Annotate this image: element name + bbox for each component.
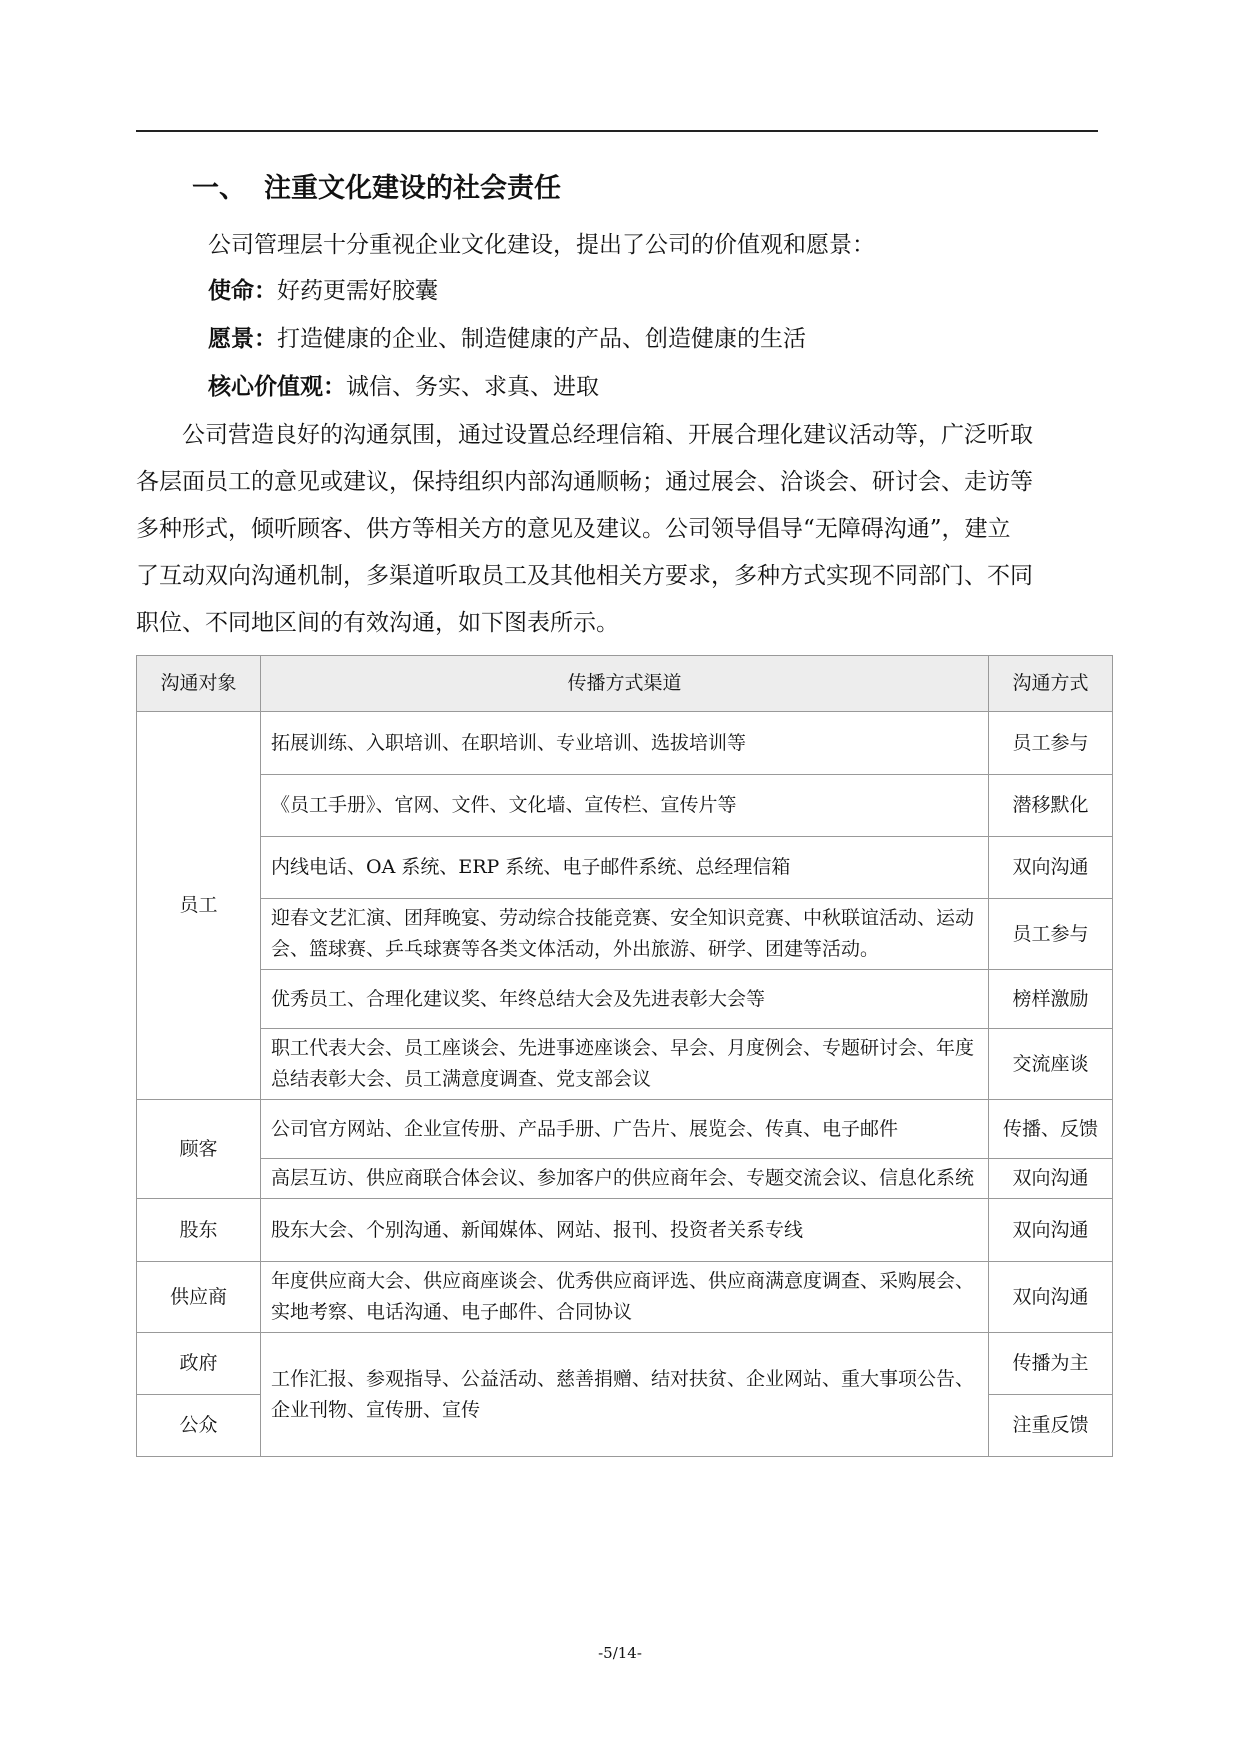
table-row (137, 775, 1113, 837)
table-row (137, 970, 1113, 1029)
header-target: 沟通对象 (137, 656, 261, 712)
section-heading (192, 166, 561, 205)
method-cell: 传播为主 (989, 1333, 1113, 1395)
paragraph-line: 各层面员工的意见或建议，保持组织内部沟通顺畅；通过展会、洽谈会、研讨会、走访等 (136, 469, 1033, 495)
channel-cell: 公司官方网站、企业宣传册、产品手册、广告片、展览会、传真、电子邮件 (261, 1100, 989, 1159)
communication-table (136, 655, 1113, 1457)
table-row (137, 1333, 1113, 1395)
table-row (137, 712, 1113, 775)
method-cell: 传播、反馈 (989, 1100, 1113, 1159)
table-row (137, 1159, 1113, 1199)
table-header-row (137, 656, 1113, 712)
method-cell: 双向沟通 (989, 837, 1113, 899)
header-method: 沟通方式 (989, 656, 1113, 712)
channel-cell: 年度供应商大会、供应商座谈会、优秀供应商评选、供应商满意度调查、采购展会、实地考察、电话沟通、电子邮件、合同协议 (261, 1262, 989, 1333)
target-cell: 公众 (137, 1395, 261, 1457)
method-cell: 注重反馈 (989, 1395, 1113, 1457)
paragraph-line: 职位、不同地区间的有效沟通，如下图表所示。 (136, 610, 619, 636)
mission-label: 使命： (208, 278, 277, 304)
table-row (137, 837, 1113, 899)
method-cell: 潜移默化 (989, 775, 1113, 837)
channel-cell: 股东大会、个别沟通、新闻媒体、网站、报刊、投资者关系专线 (261, 1199, 989, 1262)
paragraph-line: 了互动双向沟通机制，多渠道听取员工及其他相关方要求，多种方式实现不同部门、不同 (136, 563, 1033, 589)
communication-paragraph (136, 412, 1098, 647)
paragraph-line: 公司营造良好的沟通氛围，通过设置总经理信箱、开展合理化建议活动等，广泛听取 (182, 422, 1033, 448)
vision-line (208, 320, 806, 353)
vision-text: 打造健康的企业、制造健康的产品、创造健康的生活 (277, 326, 806, 352)
table-row (137, 1100, 1113, 1159)
mission-text: 好药更需好胶囊 (277, 278, 438, 304)
channel-cell: 迎春文艺汇演、团拜晚宴、劳动综合技能竞赛、安全知识竞赛、中秋联谊活动、运动会、篮球赛、乒乓球赛等各类文体活动，外出旅游、研学、团建等活动。 (261, 899, 989, 970)
table-row (137, 1029, 1113, 1100)
values-text: 诚信、务实、求真、进取 (346, 374, 599, 400)
paragraph-line: 多种形式，倾听顾客、供方等相关方的意见及建议。公司领导倡导“无障碍沟通”，建立 (136, 516, 1011, 542)
values-line (208, 368, 599, 401)
method-cell: 交流座谈 (989, 1029, 1113, 1100)
target-cell: 政府 (137, 1333, 261, 1395)
table-row (137, 899, 1113, 970)
mission-line (208, 272, 438, 305)
method-cell: 榜样激励 (989, 970, 1113, 1029)
target-cell: 股东 (137, 1199, 261, 1262)
method-cell: 双向沟通 (989, 1262, 1113, 1333)
intro-line: 公司管理层十分重视企业文化建设，提出了公司的价值观和愿景： (208, 232, 875, 258)
method-cell: 员工参与 (989, 899, 1113, 970)
channel-cell: 《员工手册》、官网、文件、文化墙、宣传栏、宣传片等 (261, 775, 989, 837)
target-cell: 顾客 (137, 1100, 261, 1199)
header-rule (136, 130, 1098, 132)
target-cell: 员工 (137, 712, 261, 1100)
channel-cell: 优秀员工、合理化建议奖、年终总结大会及先进表彰大会等 (261, 970, 989, 1029)
header-channel: 传播方式渠道 (261, 656, 989, 712)
channel-cell: 职工代表大会、员工座谈会、先进事迹座谈会、早会、月度例会、专题研讨会、年度总结表彰大会、员工满意度调查、党支部会议 (261, 1029, 989, 1100)
vision-label: 愿景： (208, 326, 277, 352)
method-cell: 员工参与 (989, 712, 1113, 775)
target-cell: 供应商 (137, 1262, 261, 1333)
channel-cell: 工作汇报、参观指导、公益活动、慈善捐赠、结对扶贫、企业网站、重大事项公告、企业刊物、宣传册、宣传 (261, 1333, 989, 1457)
method-cell: 双向沟通 (989, 1199, 1113, 1262)
section-number: 一、 (192, 173, 246, 204)
values-label: 核心价值观： (208, 374, 346, 400)
table-row (137, 1199, 1113, 1262)
table-row (137, 1262, 1113, 1333)
method-cell: 双向沟通 (989, 1159, 1113, 1199)
page-number: -5/14- (598, 1644, 642, 1662)
channel-cell: 内线电话、OA 系统、ERP 系统、电子邮件系统、总经理信箱 (261, 837, 989, 899)
section-title: 注重文化建设的社会责任 (264, 173, 561, 204)
channel-cell: 高层互访、供应商联合体会议、参加客户的供应商年会、专题交流会议、信息化系统 (261, 1159, 989, 1199)
channel-cell: 拓展训练、入职培训、在职培训、专业培训、选拔培训等 (261, 712, 989, 775)
